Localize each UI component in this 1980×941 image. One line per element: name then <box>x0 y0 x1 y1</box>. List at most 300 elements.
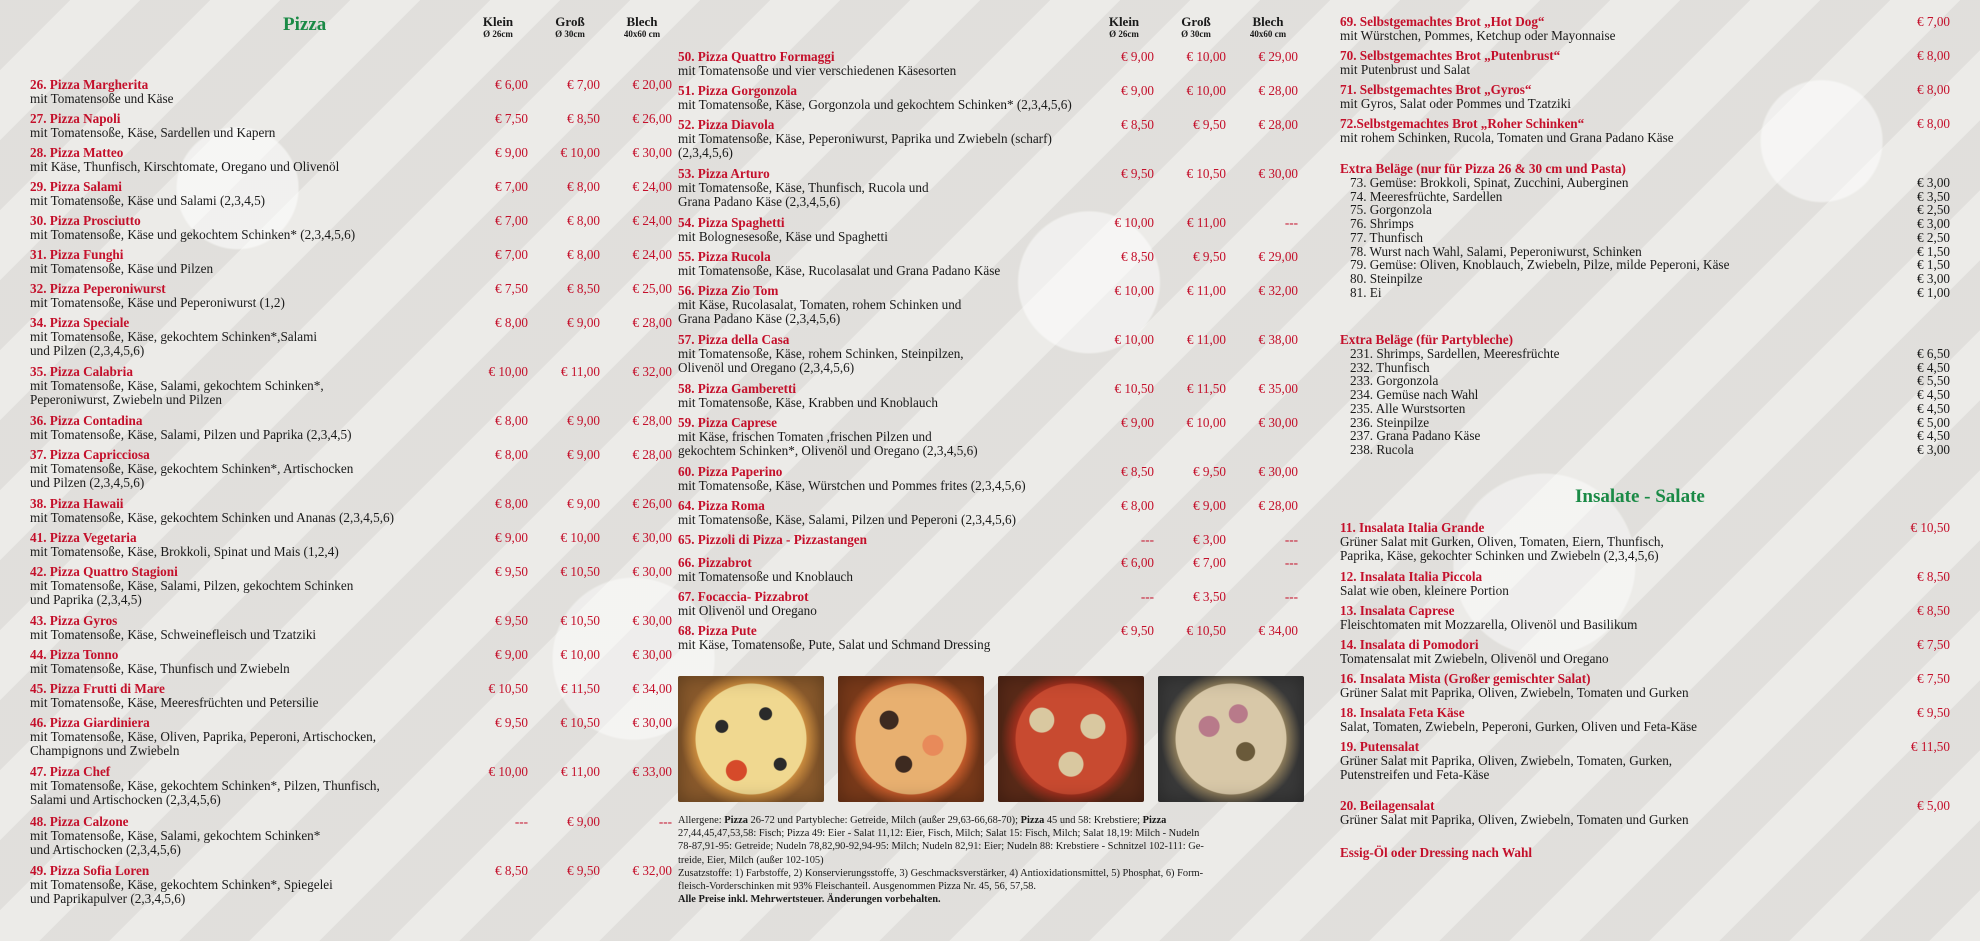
price-gross: € 3,00 <box>1193 532 1226 547</box>
menu-item <box>678 50 1304 78</box>
item-title: 27. Pizza Napoli <box>30 111 121 126</box>
item-prices <box>1088 416 1304 430</box>
item-description: und Artischocken (2,3,4,5,6) <box>30 842 181 857</box>
extra-price: € 4,50 <box>1917 428 1950 444</box>
menu-item <box>30 647 672 676</box>
item-prices <box>462 214 678 228</box>
menu-item <box>30 681 672 710</box>
item-description: mit Käse, frischen Tomaten ,frischen Pilzen und <box>678 429 932 444</box>
extra-price: € 4,50 <box>1917 400 1950 416</box>
extra-price: € 5,50 <box>1917 373 1950 389</box>
price: € 8,00 <box>1917 116 1950 131</box>
item-title: 45. Pizza Frutti di Mare <box>30 681 165 696</box>
size-dim-gross: Ø 30cm <box>555 29 585 39</box>
item-description: mit Tomatensoße, Käse, gekochtem Schinken*, Pilzen, Thunfisch, <box>30 778 380 793</box>
item-description: und Pilzen (2,3,4,5,6) <box>30 343 145 358</box>
price-klein: € 10,00 <box>1114 215 1154 230</box>
item-description: mit Tomatensoße, Käse und Peperoniwurst (1,2) <box>30 295 285 310</box>
item-description: mit Tomatensoße, Käse, rohem Schinken, Steinpilzen, <box>678 346 964 361</box>
item-prices <box>1864 638 1950 652</box>
price-klein: € 7,50 <box>495 281 528 296</box>
price-blech: € 20,00 <box>632 77 672 92</box>
item-description: mit Tomatensoße, Käse, Krabben und Knoblauch <box>678 395 938 410</box>
salad-item <box>1340 521 1950 563</box>
item-title: 49. Pizza Sofia Loren <box>30 863 150 878</box>
allergen-line-4: treide, Eier, Milch (außer 102-105) <box>678 854 824 866</box>
allergen-line-1a: Allergene: <box>678 815 725 826</box>
item-title: 16. Insalata Mista (Großer gemischter Salat) <box>1340 671 1591 686</box>
price-klein: € 9,00 <box>1121 49 1154 64</box>
item-prices <box>462 765 678 779</box>
menu-item <box>30 863 672 906</box>
item-description: mit Tomatensoße, Käse, Thunfisch, Rucola und <box>678 180 929 195</box>
item-title: 66. Pizzabrot <box>678 555 752 570</box>
item-description: mit Tomatensoße und Käse <box>30 91 174 106</box>
extra-price: € 3,50 <box>1917 188 1950 204</box>
item-prices <box>1088 465 1304 479</box>
item-title: 59. Pizza Caprese <box>678 415 778 430</box>
item-description: Tomatensalat mit Zwiebeln, Olivenöl und Oregano <box>1340 651 1609 666</box>
pizza-photo-4 <box>1158 676 1304 802</box>
item-description: mit Tomatensoße, Käse, Thunfisch und Zwiebeln <box>30 661 290 676</box>
price-gross: € 10,00 <box>560 530 600 545</box>
item-title: 50. Pizza Quattro Formaggi <box>678 49 835 64</box>
item-title: 64. Pizza Roma <box>678 498 765 513</box>
price-gross: € 10,00 <box>1186 415 1226 430</box>
item-prices <box>462 448 678 462</box>
menu-item <box>30 764 672 807</box>
price-blech: € 30,00 <box>632 564 672 579</box>
price-blech: € 38,00 <box>1258 332 1298 347</box>
price-blech: € 30,00 <box>632 647 672 662</box>
price-klein: € 8,50 <box>495 863 528 878</box>
price-klein: € 9,00 <box>495 145 528 160</box>
price-gross: € 11,00 <box>1186 332 1226 347</box>
item-description: Salami und Artischocken (2,3,4,5,6) <box>30 792 221 807</box>
item-prices <box>1088 250 1304 264</box>
item-title: 54. Pizza Spaghetti <box>678 215 785 230</box>
item-prices <box>1864 521 1950 535</box>
item-title: 43. Pizza Gyros <box>30 613 118 628</box>
extra-price: € 3,00 <box>1917 441 1950 457</box>
size-dim-klein: Ø 26cm <box>483 29 513 39</box>
price-gross: € 9,50 <box>1193 117 1226 132</box>
item-prices <box>1088 590 1304 604</box>
price-klein: € 8,00 <box>495 496 528 511</box>
allergen-line-3: 78-87,91-95: Getreide; Nudeln 78,82,90-92,94-95: Milch; Nudeln 82,91: Eier; Nudeln 88: Krebstiere - Schnitzel 102-111: Ge- <box>678 841 1204 853</box>
price-klein: € 9,00 <box>495 530 528 545</box>
extras-pizza-row <box>1350 258 1950 272</box>
item-prices <box>1088 499 1304 513</box>
price-klein: € 9,50 <box>495 564 528 579</box>
price-blech: --- <box>1284 215 1298 230</box>
menu-item <box>30 364 672 407</box>
salad-item <box>1340 706 1950 734</box>
item-title: 68. Pizza Pute <box>678 623 757 638</box>
price-klein: € 7,00 <box>495 247 528 262</box>
price-blech: € 26,00 <box>632 111 672 126</box>
price: € 9,50 <box>1917 705 1950 720</box>
item-prices <box>462 146 678 160</box>
bread-item <box>1340 117 1950 145</box>
item-description: und Paprika (2,3,4,5) <box>30 592 142 607</box>
pizza-photo-2 <box>838 676 984 802</box>
menu-item <box>678 84 1304 112</box>
bread-item <box>1340 83 1950 111</box>
price-gross: € 11,00 <box>1186 215 1226 230</box>
item-description: mit Tomatensoße, Käse, gekochtem Schinken*,Salami <box>30 329 318 344</box>
item-prices <box>1864 740 1950 754</box>
price: € 7,00 <box>1917 14 1950 29</box>
price-gross: € 10,00 <box>1186 49 1226 64</box>
price-blech: € 30,00 <box>632 530 672 545</box>
price-blech: € 24,00 <box>632 213 672 228</box>
extra-price: € 2,50 <box>1917 229 1950 245</box>
menu-item <box>678 284 1304 326</box>
price-gross: € 11,00 <box>1186 283 1226 298</box>
price-blech: € 24,00 <box>632 179 672 194</box>
salad-item <box>1340 799 1950 827</box>
item-description: Fleischtomaten mit Mozzarella, Olivenöl und Basilikum <box>1340 617 1638 632</box>
salate-section-title: Insalate - Salate <box>1575 486 1705 507</box>
price-klein: € 9,50 <box>495 613 528 628</box>
price-klein: € 8,00 <box>495 315 528 330</box>
pizza-photo-3 <box>998 676 1144 802</box>
item-description: Grüner Salat mit Gurken, Oliven, Tomaten, Eiern, Thunfisch, <box>1340 534 1664 549</box>
item-title: 28. Pizza Matteo <box>30 145 124 160</box>
item-prices <box>1088 533 1304 547</box>
price-blech: € 28,00 <box>632 413 672 428</box>
price-blech: € 32,00 <box>632 364 672 379</box>
price-klein: € 9,00 <box>1121 415 1154 430</box>
additives-line-1: Zusatzstoffe: 1) Farbstoffe, 2) Konservierungsstoffe, 3) Geschmacksverstärker, 4) Antioxidationsmittel, 5) Phosphat, 6) Form- <box>678 867 1204 879</box>
extras-party-row <box>1350 402 1950 416</box>
extra-price: € 3,00 <box>1917 216 1950 232</box>
price-gross: € 3,50 <box>1193 589 1226 604</box>
price: € 11,50 <box>1910 739 1950 754</box>
price-blech: € 32,00 <box>632 863 672 878</box>
menu-item <box>678 118 1304 160</box>
price: € 10,50 <box>1910 520 1950 535</box>
item-title: 46. Pizza Giardiniera <box>30 715 150 730</box>
price-gross: € 10,50 <box>1186 623 1226 638</box>
item-title: 42. Pizza Quattro Stagioni <box>30 564 178 579</box>
price-blech: € 29,00 <box>1258 49 1298 64</box>
price: € 8,50 <box>1917 569 1950 584</box>
price-klein: € 9,50 <box>1121 623 1154 638</box>
item-prices <box>1088 624 1304 638</box>
price-gross: € 10,50 <box>560 564 600 579</box>
item-title: 14. Insalata di Pomodori <box>1340 637 1479 652</box>
item-title: 69. Selbstgemachtes Brot „Hot Dog“ <box>1340 14 1545 29</box>
price-blech: € 29,00 <box>1258 249 1298 264</box>
price-klein: € 7,00 <box>495 179 528 194</box>
item-prices <box>462 112 678 126</box>
extra-price: € 1,50 <box>1917 243 1950 259</box>
price-gross: € 9,50 <box>1193 464 1226 479</box>
size-label-gross: Groß <box>1181 14 1211 29</box>
salad-item <box>1340 638 1950 666</box>
allergen-line-1e: 45 und 58: Krebstiere; <box>1044 815 1143 826</box>
price: € 5,00 <box>1917 798 1950 813</box>
item-title: 67. Focaccia- Pizzabrot <box>678 589 809 604</box>
price-klein: € 10,50 <box>488 681 528 696</box>
size-dim-klein: Ø 26cm <box>1109 29 1139 39</box>
item-title: 11. Insalata Italia Grande <box>1340 520 1485 535</box>
item-title: 56. Pizza Zio Tom <box>678 283 779 298</box>
menu-item <box>30 715 672 758</box>
menu-item <box>30 413 672 442</box>
price-blech: --- <box>1284 589 1298 604</box>
extra-price: € 3,00 <box>1917 270 1950 286</box>
price-blech: € 28,00 <box>1258 498 1298 513</box>
item-title: 70. Selbstgemachtes Brot „Putenbrust“ <box>1340 48 1561 63</box>
item-description: mit Würstchen, Pommes, Ketchup oder Mayonnaise <box>1340 28 1616 43</box>
item-title: 71. Selbstgemachtes Brot „Gyros“ <box>1340 82 1532 97</box>
item-title: 53. Pizza Arturo <box>678 166 770 181</box>
extra-name: 74. Meeresfrüchte, Sardellen <box>1350 188 1503 204</box>
item-prices <box>1864 49 1950 63</box>
allergen-line-1f: Pizza <box>1142 815 1167 826</box>
item-description: mit Tomatensoße, Käse, Salami, Pilzen, gekochtem Schinken <box>30 578 354 593</box>
extra-name: 234. Gemüse nach Wahl <box>1350 387 1479 403</box>
price-gross: € 9,00 <box>567 447 600 462</box>
extra-price: € 4,50 <box>1917 359 1950 375</box>
extra-price: € 6,50 <box>1917 346 1950 361</box>
menu-item <box>678 250 1304 278</box>
item-prices <box>1088 556 1304 570</box>
price-blech: € 28,00 <box>1258 83 1298 98</box>
item-description: mit Tomatensoße, Käse, Brokkoli, Spinat und Mais (1,2,4) <box>30 544 339 559</box>
extras-pizza-title: Extra Beläge (nur für Pizza 26 & 30 cm und Pasta) <box>1340 161 1626 176</box>
extra-name: 233. Gorgonzola <box>1350 373 1439 389</box>
extras-party-row <box>1350 347 1950 361</box>
extra-name: 73. Gemüse: Brokkoli, Spinat, Zucchini, Auberginen <box>1350 175 1629 190</box>
extras-pizza-row <box>1350 272 1950 286</box>
item-description: mit Tomatensoße, Käse, Meeresfrüchten und Petersilie <box>30 695 319 710</box>
item-prices <box>462 864 678 878</box>
item-title: 36. Pizza Contadina <box>30 413 143 428</box>
price-klein: € 9,50 <box>1121 166 1154 181</box>
extras-party-row <box>1350 443 1950 457</box>
item-title: 13. Insalata Caprese <box>1340 603 1455 618</box>
item-description: mit Bolognesesoße, Käse und Spaghetti <box>678 229 888 244</box>
salad-item <box>1340 604 1950 632</box>
extra-name: 80. Steinpilze <box>1350 270 1423 286</box>
item-description: mit Tomatensoße, Käse, Peperoniwurst, Paprika und Zwiebeln (scharf) <box>678 131 1052 146</box>
price-blech: € 34,00 <box>632 681 672 696</box>
menu-item <box>678 533 1304 547</box>
allergen-line-1c: 26-72 und Partybleche: Getreide, Milch (außer 29,63-66,68-70); <box>747 815 1021 826</box>
item-description: mit Olivenöl und Oregano <box>678 603 817 618</box>
item-title: 51. Pizza Gorgonzola <box>678 83 798 98</box>
item-prices <box>462 78 678 92</box>
price-klein: € 8,50 <box>1121 464 1154 479</box>
price-blech: € 32,00 <box>1258 283 1298 298</box>
item-description: Grüner Salat mit Paprika, Oliven, Zwiebeln, Tomaten und Gurken <box>1340 685 1689 700</box>
allergen-notes <box>678 814 1304 906</box>
item-title: 12. Insalata Italia Piccola <box>1340 569 1483 584</box>
item-prices <box>462 648 678 662</box>
menu-item <box>30 530 672 559</box>
item-title: 72.Selbstgemachtes Brot „Roher Schinken“ <box>1340 116 1585 131</box>
item-description: (2,3,4,5,6) <box>678 145 733 160</box>
size-label-klein: Klein <box>482 14 514 29</box>
price-blech: --- <box>1284 555 1298 570</box>
price-gross: € 7,00 <box>1193 555 1226 570</box>
pizza-section-title: Pizza <box>283 14 327 35</box>
price-gross: € 7,00 <box>567 77 600 92</box>
price-gross: € 11,00 <box>560 764 600 779</box>
price-gross: € 8,50 <box>567 111 600 126</box>
price-klein: € 10,00 <box>488 364 528 379</box>
item-description: gekochtem Schinken*, Olivenöl und Oregano (2,3,4,5,6) <box>678 443 978 458</box>
size-header-middle <box>1088 15 1304 39</box>
size-dim-blech: 40x60 cm <box>1249 29 1287 39</box>
item-title: 19. Putensalat <box>1340 739 1420 754</box>
price-gross: € 8,00 <box>567 213 600 228</box>
item-description: mit Tomatensoße, Käse, Würstchen und Pommes frites (2,3,4,5,6) <box>678 478 1026 493</box>
price-klein: € 10,00 <box>488 764 528 779</box>
price-blech: € 30,00 <box>632 613 672 628</box>
item-prices <box>1088 333 1304 347</box>
item-description: Paprika, Käse, gekochter Schinken und Zwiebeln (2,3,4,5,6) <box>1340 548 1659 563</box>
menu-item <box>30 447 672 490</box>
price-blech: € 30,00 <box>1258 464 1298 479</box>
menu-item <box>30 613 672 642</box>
item-prices <box>462 531 678 545</box>
price-gross: € 9,00 <box>1193 498 1226 513</box>
item-description: mit Tomatensoße, Käse, gekochtem Schinken*, Spiegelei <box>30 877 333 892</box>
item-prices <box>1088 118 1304 132</box>
item-description: mit Tomatensoße, Käse, Salami, gekochtem Schinken* <box>30 828 321 843</box>
item-description: mit Tomatensoße, Käse und Pilzen <box>30 261 214 276</box>
extras-pizza-row <box>1350 190 1950 204</box>
extra-name: 238. Rucola <box>1350 441 1414 457</box>
menu-item <box>30 213 672 242</box>
price-blech: € 28,00 <box>1258 117 1298 132</box>
extra-name: 237. Grana Padano Käse <box>1350 428 1481 444</box>
price-gross: € 9,00 <box>567 496 600 511</box>
item-description: mit Tomatensoße, Käse, Salami, gekochtem Schinken*, <box>30 378 324 393</box>
price-gross: € 9,50 <box>1193 249 1226 264</box>
price-gross: € 11,00 <box>560 364 600 379</box>
item-prices <box>1088 84 1304 98</box>
menu-item <box>678 590 1304 618</box>
extras-pizza-row <box>1350 217 1950 231</box>
extra-name: 75. Gorgonzola <box>1350 202 1432 218</box>
menu-item <box>678 465 1304 493</box>
price-klein: € 7,50 <box>495 111 528 126</box>
item-title: 60. Pizza Paperino <box>678 464 783 479</box>
item-prices <box>1864 117 1950 131</box>
menu-item <box>30 281 672 310</box>
price-blech: € 30,00 <box>1258 415 1298 430</box>
item-description: Grana Padano Käse (2,3,4,5,6) <box>678 194 841 209</box>
price-gross: € 9,00 <box>567 315 600 330</box>
menu-item <box>678 556 1304 584</box>
extra-name: 81. Ei <box>1350 284 1382 300</box>
price-klein: --- <box>1140 532 1154 547</box>
extra-price: € 4,50 <box>1917 387 1950 403</box>
extra-name: 77. Thunfisch <box>1350 229 1424 245</box>
size-dim-blech: 40x60 cm <box>623 29 661 39</box>
item-description: mit Gyros, Salat oder Pommes und Tzatziki <box>1340 96 1571 111</box>
item-description: mit Tomatensoße, Käse, gekochtem Schinken und Ananas (2,3,4,5,6) <box>30 510 394 525</box>
item-description: mit Tomatensoße, Käse, Sardellen und Kapern <box>30 125 276 140</box>
extra-name: 236. Steinpilze <box>1350 414 1430 430</box>
price-blech: € 24,00 <box>632 247 672 262</box>
item-prices <box>462 614 678 628</box>
item-description: mit Tomatensoße und Knoblauch <box>678 569 854 584</box>
price-gross: € 8,00 <box>567 247 600 262</box>
item-prices <box>462 414 678 428</box>
item-description: Grüner Salat mit Paprika, Oliven, Zwiebeln, Tomaten und Gurken <box>1340 812 1689 827</box>
item-prices <box>1088 382 1304 396</box>
size-dim-gross: Ø 30cm <box>1181 29 1211 39</box>
price-blech: € 34,00 <box>1258 623 1298 638</box>
item-prices <box>1864 799 1950 813</box>
salad-item <box>1340 570 1950 598</box>
additives-line-2: fleisch-Vorderschinken mit 93% Fleischanteil. Ausgenommen Pizza Nr. 45, 56, 57,58. <box>678 881 1036 893</box>
extra-price: € 5,00 <box>1917 414 1950 430</box>
item-prices <box>1864 604 1950 618</box>
allergen-line-2: 27,44,45,47,53,58: Fisch; Pizza 49: Eier - Salat 11,12: Eier, Fisch, Milch; Salat 15: Fisch, Milch; Salat 18,19: Milch - Nudeln <box>678 828 1200 840</box>
item-description: Salat wie oben, kleinere Portion <box>1340 583 1509 598</box>
price-klein: € 10,00 <box>1114 283 1154 298</box>
item-prices <box>1088 167 1304 181</box>
price-blech: € 35,00 <box>1258 381 1298 396</box>
item-description: mit Tomatensoße, Käse, Salami, Pilzen und Peperoni (2,3,4,5,6) <box>678 512 1016 527</box>
price: € 7,50 <box>1917 637 1950 652</box>
menu-item <box>678 624 1304 652</box>
price-blech: € 30,00 <box>1258 166 1298 181</box>
item-title: 37. Pizza Capricciosa <box>30 447 150 462</box>
extra-name: 232. Thunfisch <box>1350 359 1430 375</box>
item-description: mit Tomatensoße, Käse und Salami (2,3,4,5) <box>30 193 266 208</box>
price-blech: --- <box>658 814 672 829</box>
bread-item <box>1340 15 1950 43</box>
price-gross: € 8,50 <box>567 281 600 296</box>
price-blech: € 26,00 <box>632 496 672 511</box>
item-description: Salat, Tomaten, Zwiebeln, Peperoni, Gurken, Oliven und Feta-Käse <box>1340 719 1698 734</box>
price-notice: Alle Preise inkl. Mehrwertsteuer. Änderungen vorbehalten. <box>678 894 941 906</box>
item-prices <box>1088 50 1304 64</box>
extra-name: 235. Alle Wurstsorten <box>1350 400 1466 416</box>
extras-party-title: Extra Beläge (für Partybleche) <box>1340 332 1513 347</box>
item-title: 29. Pizza Salami <box>30 179 122 194</box>
item-title: 38. Pizza Hawaii <box>30 496 124 511</box>
item-prices <box>462 316 678 330</box>
price-blech: € 28,00 <box>632 315 672 330</box>
price-gross: € 10,50 <box>560 715 600 730</box>
extras-party-row <box>1350 361 1950 375</box>
price-klein: € 8,00 <box>495 447 528 462</box>
allergen-line-1d: Pizza <box>1020 815 1045 826</box>
price-gross: € 10,00 <box>560 647 600 662</box>
price-blech: € 30,00 <box>632 145 672 160</box>
item-description: mit Tomatensoße, Käse, Schweinefleisch und Tzatziki <box>30 627 317 642</box>
item-title: 18. Insalata Feta Käse <box>1340 705 1465 720</box>
size-label-blech: Blech <box>626 14 658 29</box>
menu-item <box>30 179 672 208</box>
item-description: mit Tomatensoße und vier verschiedenen Käsesorten <box>678 63 957 78</box>
price-gross: € 10,00 <box>560 145 600 160</box>
size-header-left <box>462 15 678 39</box>
item-title: 41. Pizza Vegetaria <box>30 530 137 545</box>
extras-pizza-row <box>1350 203 1950 217</box>
extra-name: 79. Gemüse: Oliven, Knoblauch, Zwiebeln, Pilze, milde Peperoni, Käse <box>1350 257 1730 273</box>
